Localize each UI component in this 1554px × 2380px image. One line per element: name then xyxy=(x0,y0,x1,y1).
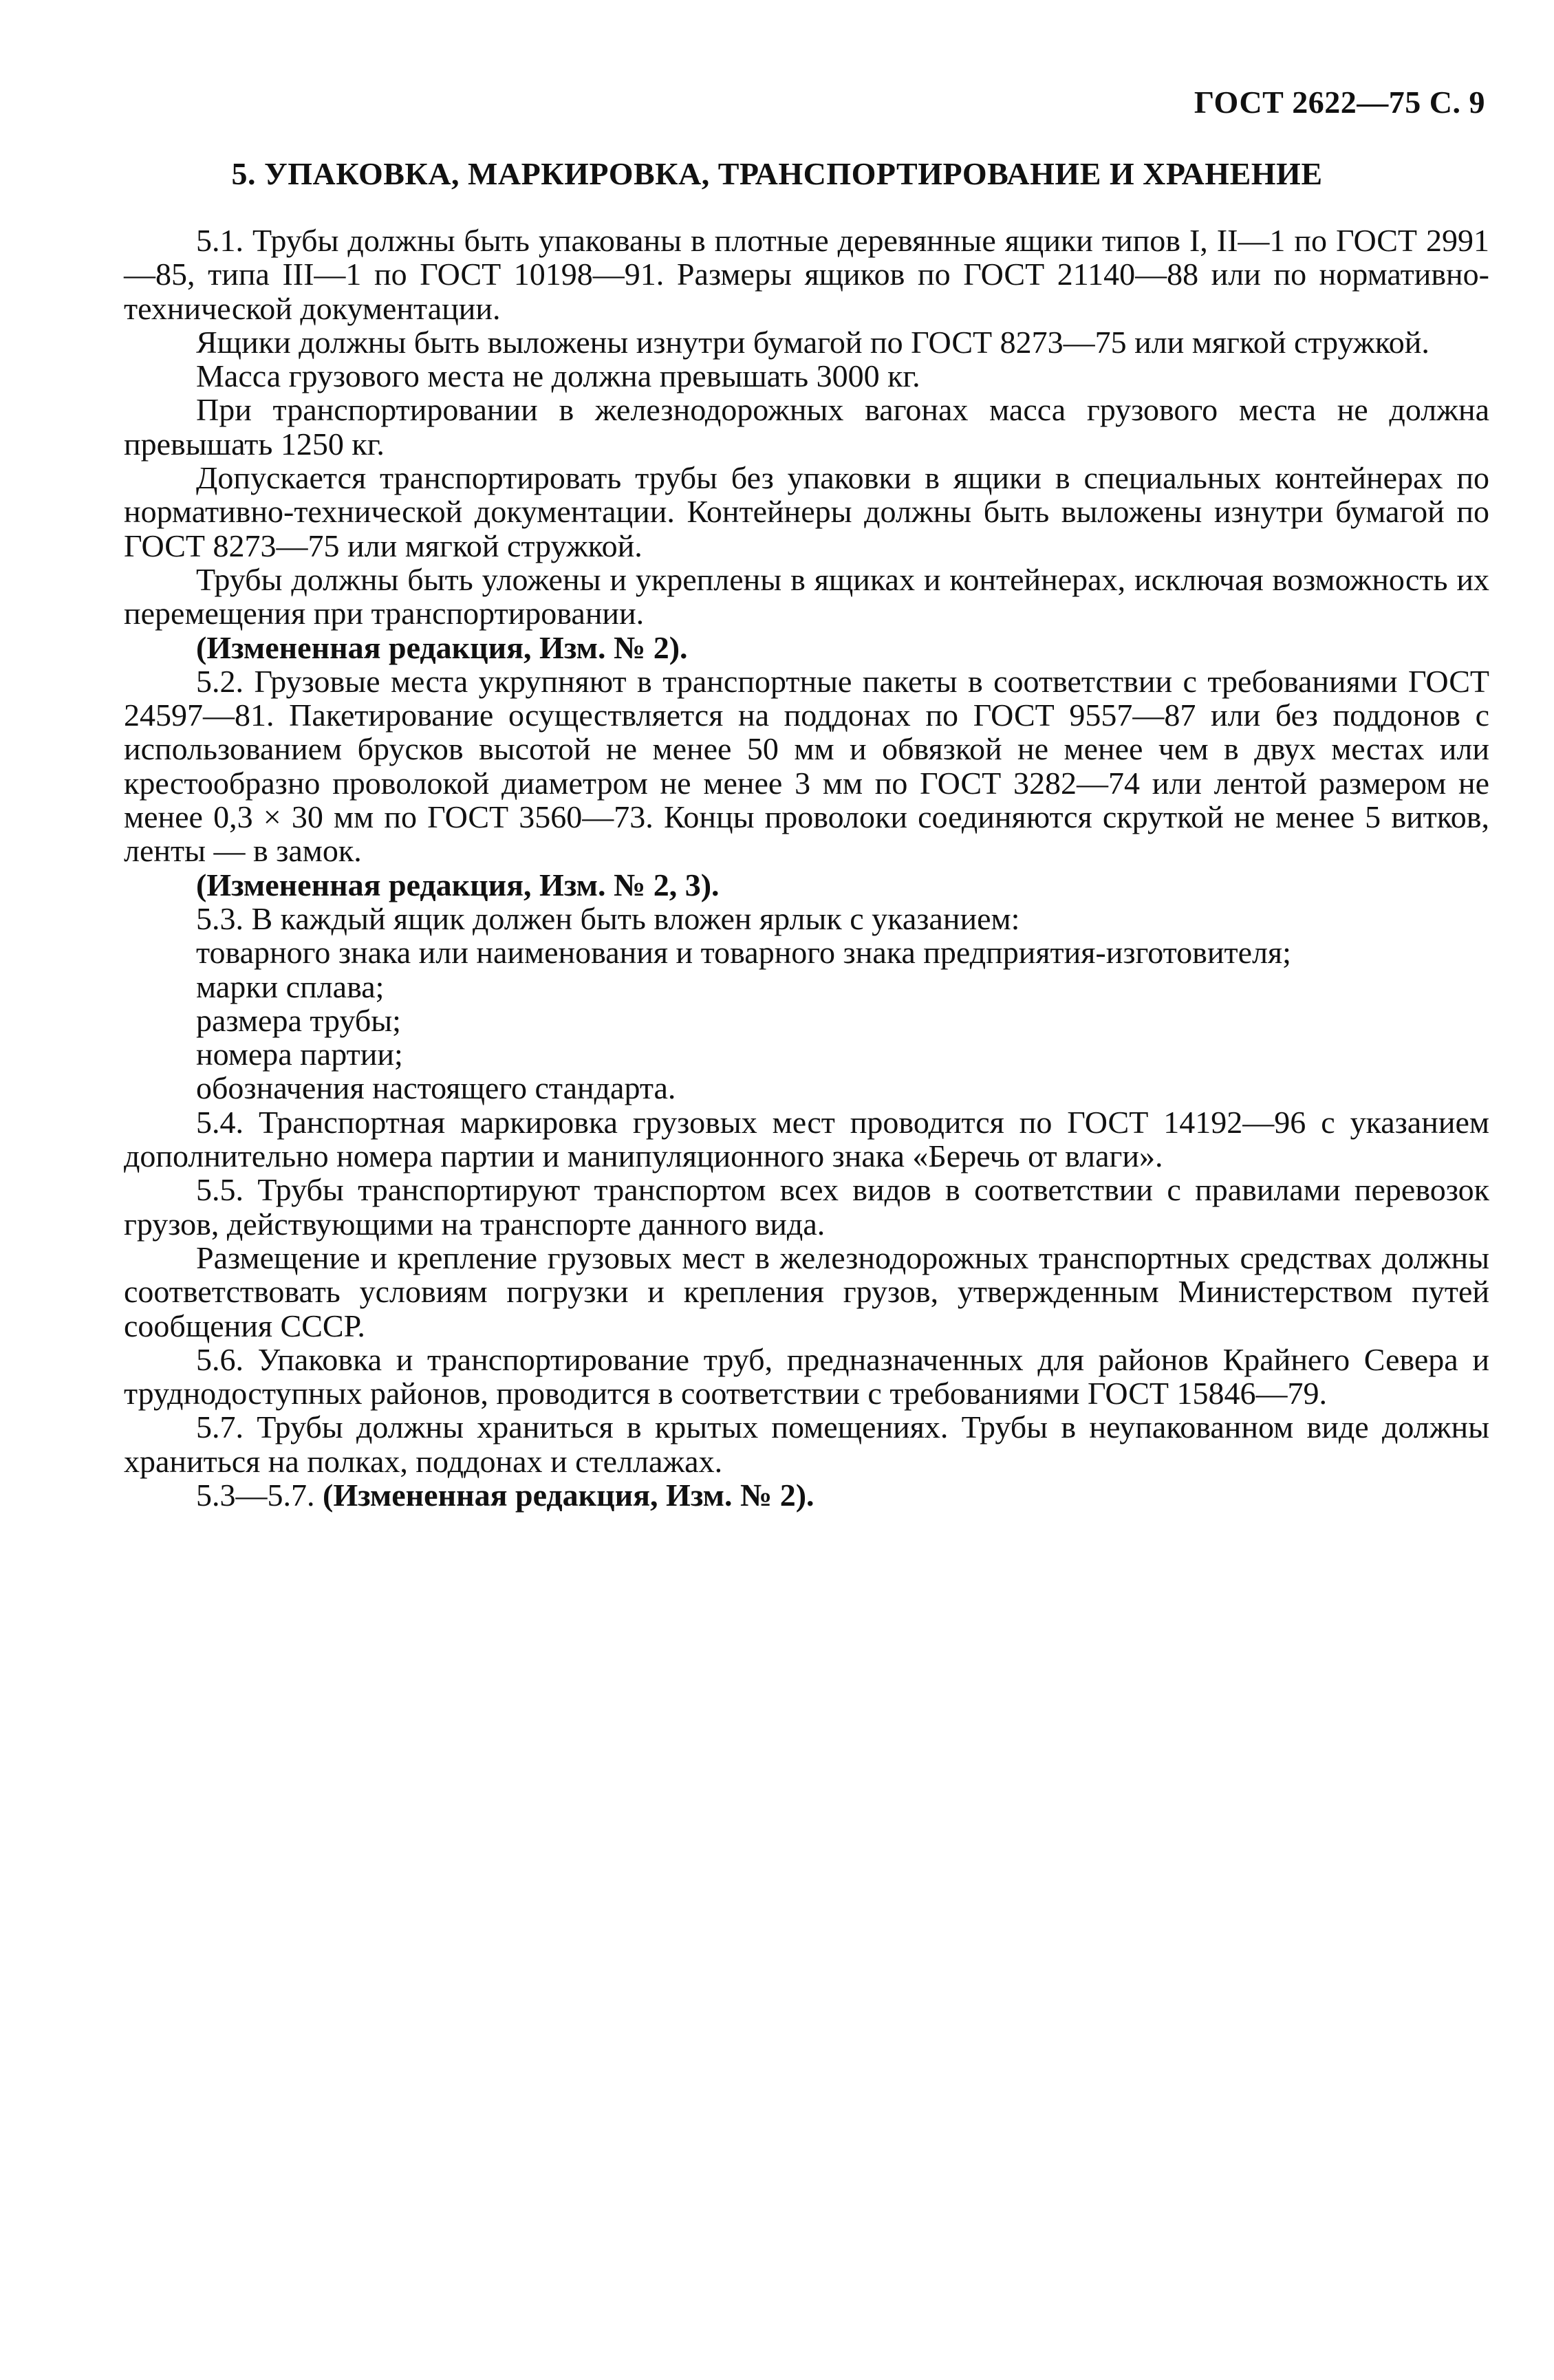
amendment-note-5-1 xyxy=(124,631,1489,664)
paragraph-5-1-mass: Масса грузового места не должна превышать 3000 кг. xyxy=(196,358,920,394)
amendment-note-text: (Измененная редакция, Изм. № 2, 3). xyxy=(196,867,720,902)
paragraph-5-1-fixing: Трубы должны быть уложены и укреплены в ящиках и контейнерах, исключая возможность их перемещения при транспортировании. xyxy=(124,561,1489,631)
amendment-note-text: (Измененная редакция, Изм. № 2). xyxy=(323,1477,814,1513)
paragraph-5-3: 5.3. В каждый ящик должен быть вложен ярлык с указанием: xyxy=(196,900,1020,936)
label-item-standard: обозначения настоящего стандарта. xyxy=(196,1070,676,1106)
label-item-size: размера трубы; xyxy=(196,1002,401,1038)
amendment-note-5-3-5-7 xyxy=(124,1478,1489,1512)
paragraph-5-1: 5.1. Трубы должны быть упакованы в плотные деревянные ящики типов I, II—1 по ГОСТ 2991—85, типа III—1 по ГОСТ 10198—91. Размеры ящиков по ГОСТ 21140—88 или по нормативно-технической документации. xyxy=(124,223,1489,326)
amendment-note-text: (Измененная редакция, Изм. № 2). xyxy=(196,629,688,665)
label-item-alloy: марки сплава; xyxy=(196,969,385,1004)
paragraph-5-1-containers: Допускается транспортировать трубы без упаковки в ящики в специальных контейнерах по нормативно-технической документации. Контейнеры должны быть выложены изнутри бумагой по ГОСТ 8273—75 или мягкой стружкой. xyxy=(124,460,1489,563)
paragraph-5-1-rail: При транспортировании в железнодорожных вагонах масса грузового места не должна превышать 1250 кг. xyxy=(124,392,1489,462)
amendment-note-5-2 xyxy=(124,868,1489,902)
section-title: 5. УПАКОВКА, МАРКИРОВКА, ТРАНСПОРТИРОВАНИЕ И ХРАНЕНИЕ xyxy=(231,156,1323,191)
paragraph-5-2: 5.2. Грузовые места укрупняют в транспортные пакеты в соответствии с требованиями ГОСТ 24597—81. Пакетирование осуществляется на поддонах по ГОСТ 9557—87 или без поддонов с использованием брусков высотой не менее 50 мм и обвязкой не менее чем в двух местах или крестообразно проволокой диаметром не менее 3 мм по ГОСТ 3282—74 или лентой размером не менее 0,3 × 30 мм по ГОСТ 3560—73. Концы проволоки соединяются скруткой не менее 5 витков, ленты — в замок. xyxy=(124,663,1489,869)
paragraph-5-5: 5.5. Трубы транспортируют транспортом всех видов в соответствии с правилами перевозок грузов, действующими на транспорте данного вида. xyxy=(124,1172,1489,1242)
label-item-batch: номера партии; xyxy=(196,1037,403,1072)
section-body xyxy=(124,224,1489,1512)
paragraph-5-1-lining: Ящики должны быть выложены изнутри бумагой по ГОСТ 8273—75 или мягкой стружкой. xyxy=(196,324,1429,360)
clause-range: 5.3—5.7. xyxy=(196,1477,315,1513)
page-header-ref: ГОСТ 2622—75 С. 9 xyxy=(1194,85,1485,120)
label-item-trademark: товарного знака или наименования и товарного знака предприятия-изготовителя; xyxy=(196,935,1291,971)
paragraph-5-5-placement: Размещение и крепление грузовых мест в железнодорожных транспортных средствах должны соответствовать условиям погрузки и крепления грузов, утвержденным Министерством путей сообщения СССР. xyxy=(124,1240,1489,1343)
paragraph-5-4: 5.4. Транспортная маркировка грузовых мест проводится по ГОСТ 14192—96 с указанием дополнительно номера партии и манипуляционного знака «Беречь от влаги». xyxy=(124,1104,1489,1174)
paragraph-5-7: 5.7. Трубы должны храниться в крытых помещениях. Трубы в неупакованном виде должны храниться на полках, поддонах и стеллажах. xyxy=(124,1409,1489,1479)
paragraph-5-6: 5.6. Упаковка и транспортирование труб, предназначенных для районов Крайнего Севера и труднодоступных районов, проводится в соответствии с требованиями ГОСТ 15846—79. xyxy=(124,1341,1489,1411)
